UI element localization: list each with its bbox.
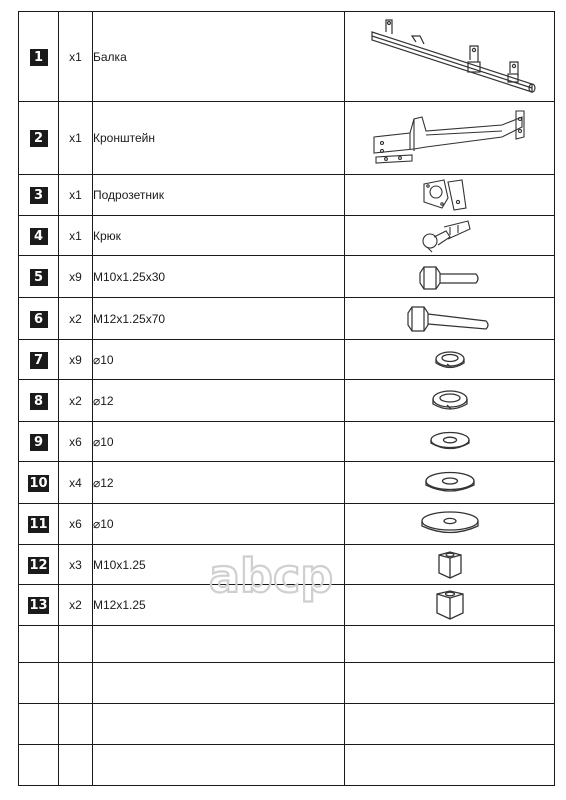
item-name: M10x1.25x30	[93, 256, 345, 298]
item-name: Подрозетник	[93, 175, 345, 216]
item-number: 1	[30, 49, 48, 66]
item-quantity: x1	[59, 102, 93, 175]
hex-nut-icon	[430, 549, 470, 581]
item-name: Кронштейн	[93, 102, 345, 175]
bolt-short-icon	[410, 259, 490, 295]
item-number: 3	[30, 187, 48, 204]
table-row	[19, 585, 555, 626]
table-row	[19, 256, 555, 298]
table-row-empty	[19, 704, 555, 745]
item-number: 12	[29, 557, 48, 573]
table-row	[19, 102, 555, 175]
item-name: ⌀10	[93, 340, 345, 380]
item-quantity: x3	[59, 545, 93, 585]
table-row	[19, 545, 555, 585]
flat-washer-icon	[415, 467, 485, 499]
item-quantity: x9	[59, 340, 93, 380]
item-quantity: x2	[59, 380, 93, 422]
table-row	[19, 462, 555, 504]
bolt-long-icon	[400, 301, 500, 337]
table-row-empty	[19, 626, 555, 663]
item-number: 4	[30, 228, 48, 245]
table-row-empty	[19, 745, 555, 786]
item-name: Крюк	[93, 216, 345, 256]
item-quantity: x9	[59, 256, 93, 298]
socket-plate-icon	[410, 176, 490, 214]
table-row	[19, 298, 555, 340]
item-quantity: x1	[59, 175, 93, 216]
item-number: 5	[30, 269, 48, 286]
item-quantity: x2	[59, 585, 93, 626]
item-name: ⌀10	[93, 504, 345, 545]
item-name: ⌀12	[93, 462, 345, 504]
bracket-icon	[352, 105, 548, 171]
item-quantity: x6	[59, 422, 93, 462]
item-number: 9	[30, 434, 48, 451]
item-number: 11	[29, 517, 48, 532]
item-quantity: x6	[59, 504, 93, 545]
spring-washer-icon	[425, 345, 475, 375]
table-row	[19, 504, 555, 545]
table-row-empty	[19, 663, 555, 704]
item-name: M10x1.25	[93, 545, 345, 585]
item-quantity: x2	[59, 298, 93, 340]
table-row	[19, 422, 555, 462]
item-name: ⌀10	[93, 422, 345, 462]
item-name: M12x1.25	[93, 585, 345, 626]
svg-text:abcp: abcp	[209, 549, 334, 603]
item-number: 6	[30, 311, 48, 328]
table-row	[19, 12, 555, 102]
table-row	[19, 216, 555, 256]
item-quantity: x1	[59, 216, 93, 256]
item-quantity: x1	[59, 12, 93, 102]
item-number: 10	[29, 475, 48, 491]
item-number: 8	[30, 393, 48, 410]
table-row	[19, 380, 555, 422]
beam-icon	[350, 14, 550, 100]
item-number: 2	[30, 130, 48, 147]
hex-nut-icon	[428, 588, 472, 622]
item-number: 7	[30, 352, 48, 369]
table-row	[19, 340, 555, 380]
item-name: Балка	[93, 12, 345, 102]
item-quantity: x4	[59, 462, 93, 504]
spring-washer-icon	[423, 385, 477, 417]
large-washer-icon	[410, 508, 490, 540]
item-number: 13	[29, 598, 48, 613]
flat-washer-icon	[420, 427, 480, 457]
item-name: ⌀12	[93, 380, 345, 422]
item-name: M12x1.25x70	[93, 298, 345, 340]
tow-ball-icon	[410, 217, 490, 255]
parts-table	[18, 11, 555, 786]
table-row	[19, 175, 555, 216]
